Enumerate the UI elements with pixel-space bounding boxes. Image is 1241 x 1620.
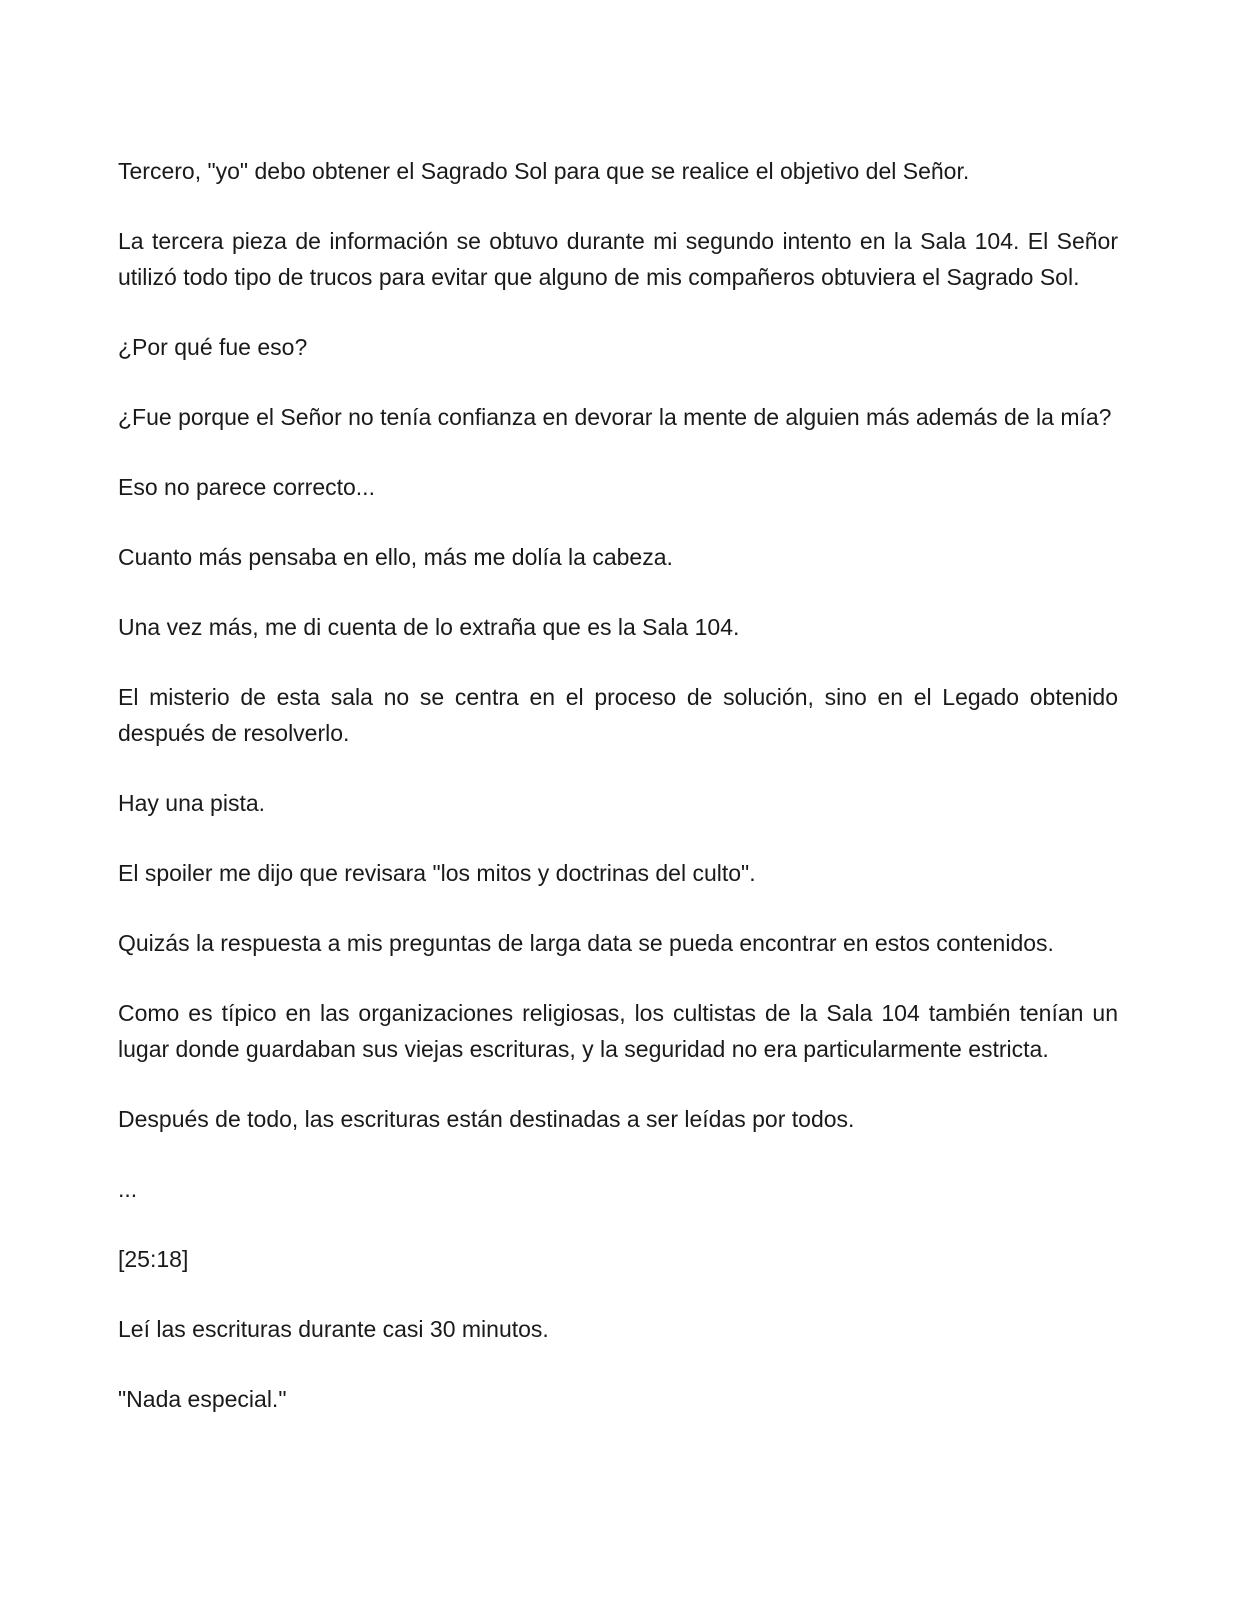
paragraph: Como es típico en las organizaciones religiosas, los cultistas de la Sala 104 también tenían un lugar donde guardaban sus viejas escrituras, y la seguridad no era particularmente estricta. [118,1000,1118,1062]
paragraph: [25:18] [118,1246,189,1272]
paragraph: Tercero, "yo" debo obtener el Sagrado Sol para que se realice el objetivo del Señor. [118,158,970,184]
paragraph: "Nada especial." [118,1386,287,1412]
paragraph: Cuanto más pensaba en ello, más me dolía la cabeza. [118,544,673,570]
paragraph: Leí las escrituras durante casi 30 minutos. [118,1316,549,1342]
paragraph: La tercera pieza de información se obtuvo durante mi segundo intento en la Sala 104. El Señor utilizó todo tipo de trucos para evitar que alguno de mis compañeros obtuviera el Sagrado Sol. [118,228,1118,290]
paragraph: Una vez más, me di cuenta de lo extraña que es la Sala 104. [118,614,740,640]
document-body [118,153,1118,1451]
paragraph: Quizás la respuesta a mis preguntas de larga data se pueda encontrar en estos contenidos. [118,930,1054,956]
paragraph: El misterio de esta sala no se centra en el proceso de solución, sino en el Legado obtenido después de resolverlo. [118,684,1118,746]
paragraph: ¿Por qué fue eso? [118,334,308,360]
paragraph: El spoiler me dijo que revisara "los mitos y doctrinas del culto". [118,860,756,886]
paragraph: Hay una pista. [118,790,266,816]
paragraph: Eso no parece correcto... [118,474,375,500]
paragraph: Después de todo, las escrituras están destinadas a ser leídas por todos. [118,1106,855,1132]
paragraph: ¿Fue porque el Señor no tenía confianza en devorar la mente de alguien más además de la mía? [118,404,1112,430]
paragraph: ... [118,1176,138,1202]
